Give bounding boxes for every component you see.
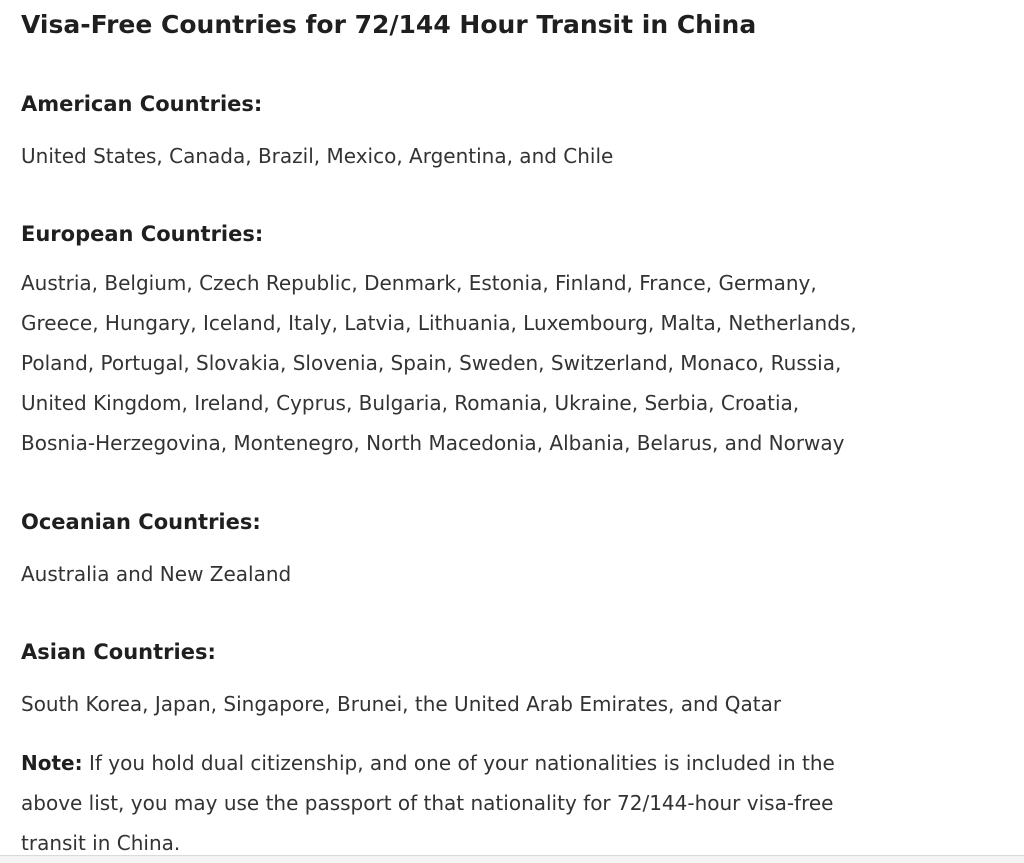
section-asian-countries — [21, 640, 1004, 717]
note-line-rest: If you hold dual citizenship, and one of your nationalities is included in the — [88, 751, 835, 775]
bottom-edge-strip — [0, 855, 1024, 863]
text-line: above list, you may use the passport of that nationality for 72/144-hour visa-free — [21, 791, 834, 815]
text-line: Poland, Portugal, Slovakia, Slovenia, Spain, Sweden, Switzerland, Monaco, Russia, — [21, 351, 842, 375]
section-european-countries — [21, 222, 1004, 463]
text-line: Greece, Hungary, Iceland, Italy, Latvia, Lithuania, Luxembourg, Malta, Netherlands, — [21, 311, 857, 335]
text-line: Bosnia-Herzegovina, Montenegro, North Macedonia, Albania, Belarus, and Norway — [21, 431, 845, 455]
section-body-european — [21, 263, 1004, 463]
section-heading-american: American Countries: — [21, 92, 263, 116]
section-heading-oceanian: Oceanian Countries: — [21, 510, 261, 534]
section-heading-european: European Countries: — [21, 222, 264, 246]
section-heading-asian: Asian Countries: — [21, 640, 216, 664]
section-oceanian-countries — [21, 510, 1004, 587]
section-body-asian: South Korea, Japan, Singapore, Brunei, the United Arab Emirates, and Qatar — [21, 692, 782, 716]
text-line — [21, 743, 1004, 783]
text-line: Austria, Belgium, Czech Republic, Denmark, Estonia, Finland, France, Germany, — [21, 271, 817, 295]
section-american-countries — [21, 92, 1004, 169]
text-line: United Kingdom, Ireland, Cyprus, Bulgaria, Romania, Ukraine, Serbia, Croatia, — [21, 391, 800, 415]
section-body-oceanian: Australia and New Zealand — [21, 562, 292, 586]
note-paragraph — [21, 743, 1004, 863]
page-title: Visa-Free Countries for 72/144 Hour Transit in China — [21, 10, 757, 39]
section-body-american: United States, Canada, Brazil, Mexico, Argentina, and Chile — [21, 144, 614, 168]
text-line: transit in China. — [21, 831, 181, 855]
note-label: Note: — [21, 751, 83, 775]
